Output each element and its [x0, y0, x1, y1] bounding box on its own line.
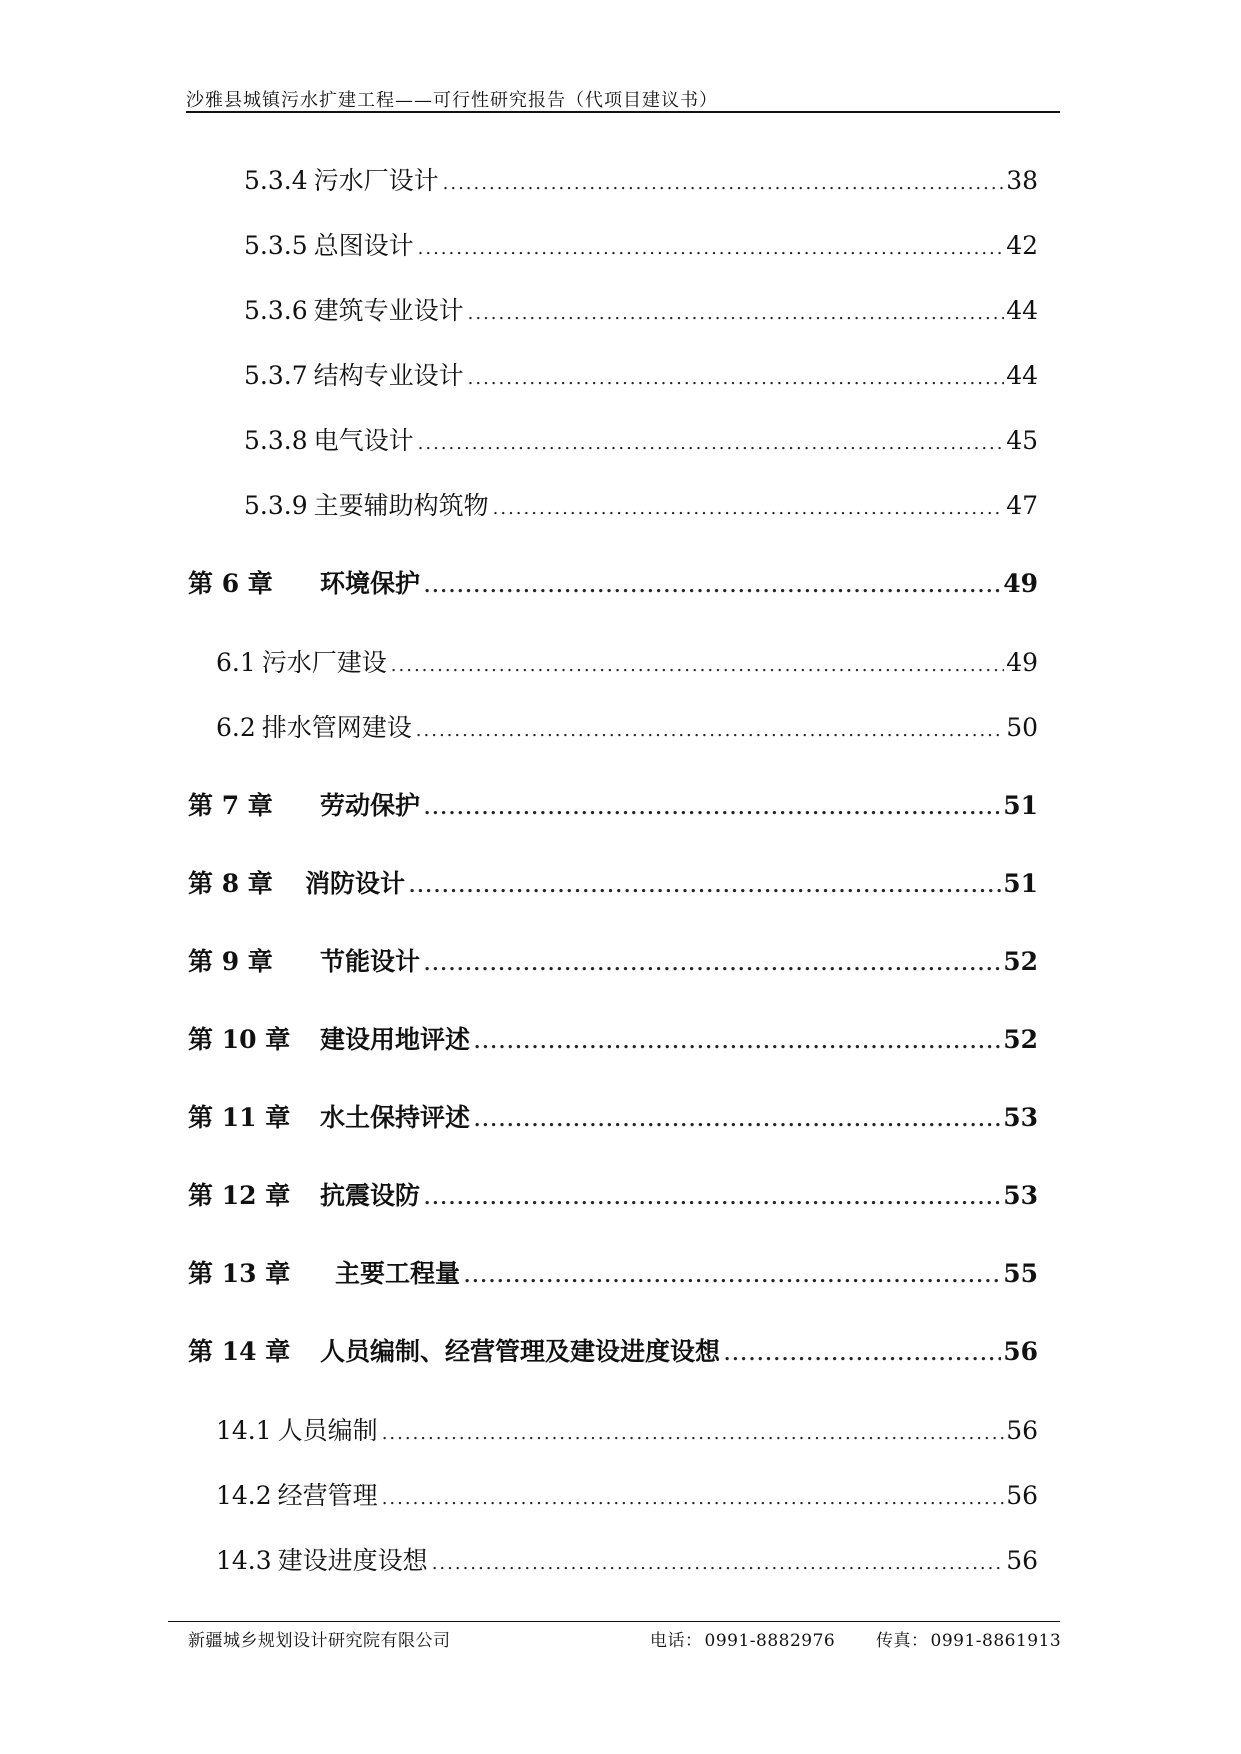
toc-chapter-title: 主要工程量 [335, 1259, 461, 1288]
toc-entry-title: 结构专业设计 [313, 361, 464, 390]
toc-entry-number: 14.2 [216, 1481, 272, 1510]
toc-dot-leader [493, 492, 1005, 526]
toc-chapter-title: 环境保护 [320, 569, 421, 598]
toc-dot-leader [424, 792, 1001, 826]
toc-entry-14-1[interactable] [216, 1414, 1038, 1451]
toc-chapter-7[interactable] [188, 789, 1038, 826]
toc-chapter-12[interactable] [188, 1179, 1038, 1216]
footer-fax [876, 1626, 1061, 1651]
toc-entry-5-3-6[interactable] [244, 294, 1038, 331]
toc-entry-5-3-8[interactable] [244, 424, 1038, 461]
footer-fax-number: 0991-8861913 [930, 1631, 1062, 1651]
toc-entry-title: 人员编制 [277, 1416, 378, 1445]
footer-phone-number: 0991-8882976 [704, 1631, 836, 1651]
toc-entry-page: 56 [1006, 1416, 1038, 1445]
footer-phone [650, 1626, 835, 1651]
footer-fax-label: 传真： [876, 1631, 929, 1651]
toc-entry-14-3[interactable] [216, 1544, 1038, 1581]
toc-dot-leader [424, 570, 1001, 604]
toc-chapter-14[interactable] [188, 1335, 1038, 1372]
toc-entry-page: 45 [1006, 426, 1038, 455]
toc-entry-title: 污水厂建设 [261, 648, 387, 677]
toc-entry-number: 5.3.9 [244, 491, 308, 520]
toc-dot-leader [468, 362, 1005, 396]
footer-organization: 新疆城乡规划设计研究院有限公司 [188, 1631, 451, 1651]
toc-chapter-page: 52 [1003, 947, 1038, 976]
toc-chapter-title: 节能设计 [320, 947, 421, 976]
toc-chapter-page: 55 [1003, 1259, 1038, 1288]
toc-chapter-title: 劳动保护 [320, 791, 421, 820]
toc-entry-title: 建筑专业设计 [313, 296, 464, 325]
toc-entry-5-3-4[interactable] [244, 164, 1038, 201]
toc-entry-page: 44 [1006, 296, 1038, 325]
toc-chapter-9[interactable] [188, 945, 1038, 982]
toc-dot-leader [382, 1482, 1005, 1516]
toc-chapter-title: 建设用地评述 [320, 1025, 471, 1054]
toc-chapter-title: 水土保持评述 [320, 1103, 471, 1132]
toc-chapter-page: 56 [1003, 1337, 1038, 1366]
toc-chapter-number: 第 7 章 [188, 791, 273, 820]
toc-entry-page: 44 [1006, 361, 1038, 390]
toc-dot-leader [474, 1026, 1001, 1060]
toc-chapter-number: 第 13 章 [188, 1259, 291, 1288]
toc-entry-title: 排水管网建设 [261, 713, 412, 742]
toc-chapter-number: 第 10 章 [188, 1025, 291, 1054]
toc-dot-leader [443, 167, 1005, 201]
toc-entry-title: 经营管理 [277, 1481, 378, 1510]
toc-chapter-8[interactable] [188, 867, 1038, 904]
toc-chapter-10[interactable] [188, 1023, 1038, 1060]
toc-chapter-page: 53 [1003, 1181, 1038, 1210]
toc-chapter-6[interactable] [188, 567, 1038, 604]
toc-chapter-page: 49 [1003, 569, 1038, 598]
toc-chapter-number: 第 8 章 [188, 869, 273, 898]
toc-entry-page: 50 [1006, 713, 1038, 742]
toc-chapter-page: 52 [1003, 1025, 1038, 1054]
toc-chapter-number: 第 6 章 [188, 569, 273, 598]
toc-dot-leader [424, 1182, 1001, 1216]
toc-chapter-number: 第 14 章 [188, 1337, 291, 1366]
toc-entry-14-2[interactable] [216, 1479, 1038, 1516]
toc-entry-title: 主要辅助构筑物 [313, 491, 489, 520]
toc-entry-6-1[interactable] [216, 646, 1038, 683]
toc-entry-page: 38 [1006, 166, 1038, 195]
toc-entry-title: 建设进度设想 [277, 1546, 428, 1575]
toc-entry-number: 6.2 [216, 713, 256, 742]
toc-dot-leader [724, 1338, 1001, 1372]
toc-chapter-number: 第 12 章 [188, 1181, 291, 1210]
toc-entry-number: 5.3.5 [244, 231, 308, 260]
toc-chapter-13[interactable] [188, 1257, 1038, 1294]
toc-chapter-page: 51 [1003, 869, 1038, 898]
toc-entry-page: 42 [1006, 231, 1038, 260]
toc-chapter-number: 第 11 章 [188, 1103, 291, 1132]
toc-dot-leader [464, 1260, 1001, 1294]
toc-entry-page: 56 [1006, 1481, 1038, 1510]
footer-divider [168, 1621, 1060, 1622]
toc-entry-5-3-7[interactable] [244, 359, 1038, 396]
toc-chapter-11[interactable] [188, 1101, 1038, 1138]
toc-dot-leader [432, 1547, 1005, 1581]
page-header: 沙雅县城镇污水扩建工程——可行性研究报告（代项目建议书） [186, 90, 718, 111]
toc-entry-page: 56 [1006, 1546, 1038, 1575]
toc-entry-number: 5.3.7 [244, 361, 308, 390]
toc-entry-number: 5.3.8 [244, 426, 308, 455]
toc-dot-leader [418, 232, 1005, 266]
toc-entry-5-3-9[interactable] [244, 489, 1038, 526]
toc-entry-title: 污水厂设计 [313, 166, 439, 195]
toc-entry-number: 14.1 [216, 1416, 272, 1445]
toc-entry-number: 5.3.6 [244, 296, 308, 325]
toc-entry-number: 14.3 [216, 1546, 272, 1575]
toc-chapter-title: 抗震设防 [320, 1181, 421, 1210]
toc-entry-6-2[interactable] [216, 711, 1038, 748]
footer-phone-label: 电话： [650, 1631, 703, 1651]
toc-dot-leader [391, 649, 1004, 683]
toc-chapter-title: 人员编制、经营管理及建设进度设想 [320, 1337, 721, 1366]
toc-chapter-page: 53 [1003, 1103, 1038, 1132]
toc-entry-number: 6.1 [216, 648, 256, 677]
toc-entry-title: 电气设计 [313, 426, 414, 455]
toc-dot-leader [424, 948, 1001, 982]
toc-chapter-page: 51 [1003, 791, 1038, 820]
toc-dot-leader [416, 714, 1004, 748]
toc-chapter-title: 消防设计 [305, 869, 406, 898]
toc-entry-page: 49 [1006, 648, 1038, 677]
toc-entry-5-3-5[interactable] [244, 229, 1038, 266]
toc-entry-page: 47 [1006, 491, 1038, 520]
toc-chapter-number: 第 9 章 [188, 947, 273, 976]
toc-dot-leader [474, 1104, 1001, 1138]
toc-dot-leader [418, 427, 1005, 461]
toc-dot-leader [468, 297, 1005, 331]
toc-dot-leader [409, 870, 1001, 904]
toc-entry-number: 5.3.4 [244, 166, 308, 195]
toc-dot-leader [382, 1417, 1005, 1451]
toc-entry-title: 总图设计 [313, 231, 414, 260]
